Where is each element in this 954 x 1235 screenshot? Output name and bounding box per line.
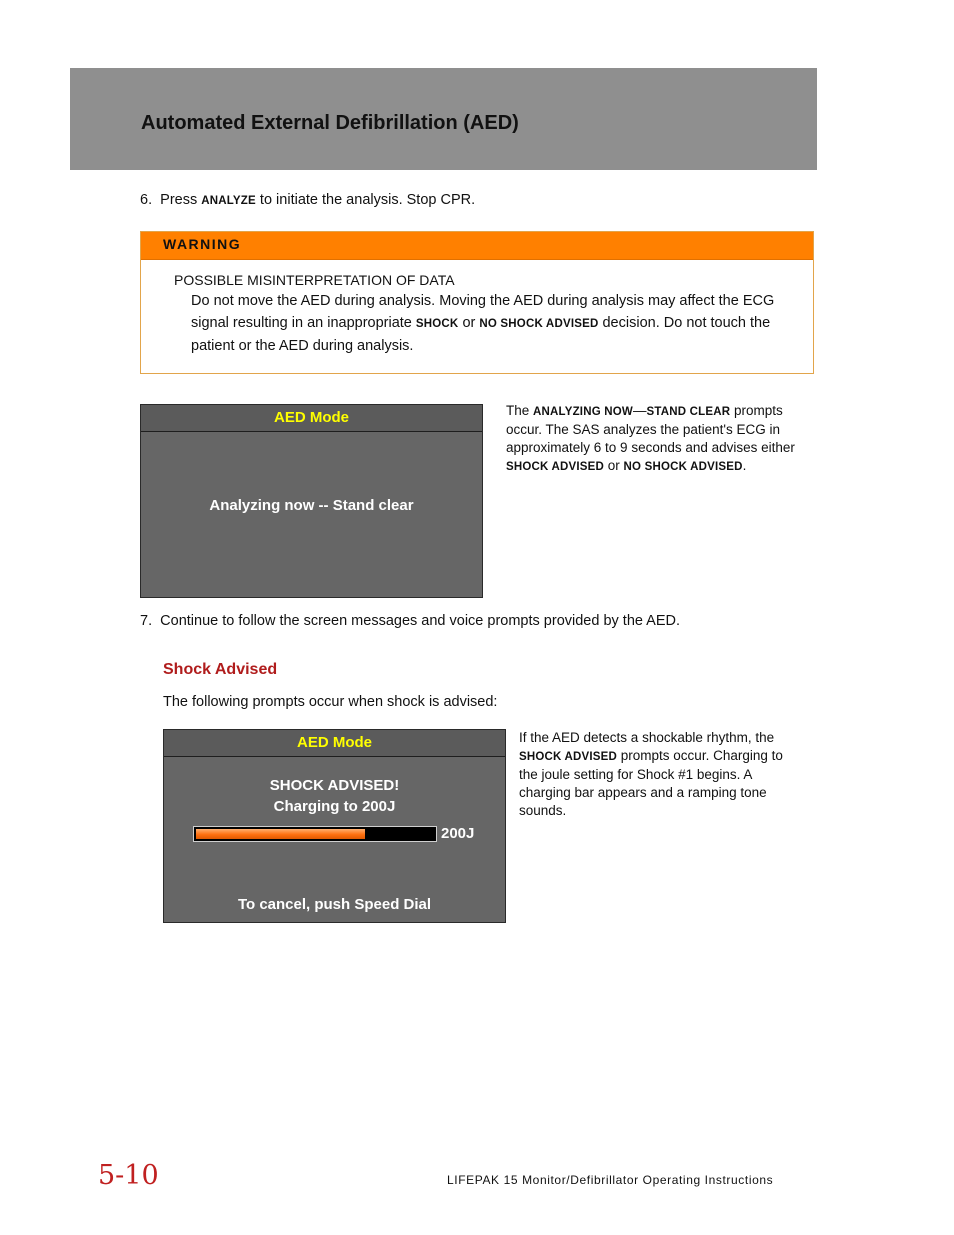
analyzing-description: The ANALYZING NOW—STAND CLEAR prompts occur. The SAS analyzes the patient's ECG in approximately 6 to 9 seconds and advises either SHOCK ADVISED or NO SHOCK ADVISED. xyxy=(506,403,795,473)
analyzing-message: Analyzing now -- Stand clear xyxy=(209,497,414,514)
warning-bar xyxy=(141,232,813,260)
chapter-header xyxy=(70,68,817,170)
aed-screen-analyzing xyxy=(140,404,483,598)
warning-box xyxy=(140,231,814,374)
charging-message: Charging to 200J xyxy=(273,798,396,815)
charging-bar xyxy=(193,826,437,842)
warning-body: Do not move the AED during analysis. Moving the AED during analysis may affect the ECG signal resulting in an inappropriate SHOCK or NO SHOCK ADVISED decision. Do not touch the patient or the AED during analysis. xyxy=(191,293,775,354)
step-6: 6. Press ANALYZE to initiate the analysis. Stop CPR. xyxy=(140,192,476,208)
page-number: 5-10 xyxy=(98,1160,159,1191)
chapter-title: Automated External Defibrillation (AED) xyxy=(141,112,519,134)
charging-bar-fill xyxy=(196,829,365,839)
shock-advised-heading: Shock Advised xyxy=(163,661,278,678)
shock-advised-description: If the AED detects a shockable rhythm, the SHOCK ADVISED prompts occur. Charging to the joule setting for Shock #1 begins. A charging bar appears and a ramping tone sounds. xyxy=(519,730,783,818)
screen-title-bar xyxy=(164,730,505,757)
cancel-instruction: To cancel, push Speed Dial xyxy=(237,896,432,913)
step-7: 7. Continue to follow the screen messages and voice prompts provided by the AED. xyxy=(140,613,681,629)
shock-keyword: SHOCK xyxy=(415,318,459,330)
step-number: 7. xyxy=(140,613,153,629)
footer-doc-title: LIFEPAK 15 Monitor/Defibrillator Operating Instructions xyxy=(447,1173,774,1187)
warning-label: WARNING xyxy=(163,236,242,252)
aed-screen-shock-advised xyxy=(163,729,506,923)
shock-advised-message: SHOCK ADVISED! xyxy=(269,777,400,794)
analyze-keyword: ANALYZE xyxy=(201,195,256,207)
no-shock-keyword: NO SHOCK ADVISED xyxy=(479,318,599,330)
charge-energy-label: 200J xyxy=(441,825,475,842)
shock-advised-intro: The following prompts occur when shock is advised: xyxy=(163,694,498,710)
warning-heading: POSSIBLE MISINTERPRETATION OF DATA xyxy=(174,272,455,288)
screen-title: AED Mode xyxy=(274,409,349,426)
step-number: 6. xyxy=(140,192,153,208)
screen-title-bar xyxy=(141,405,482,432)
screen-title: AED Mode xyxy=(297,734,372,751)
